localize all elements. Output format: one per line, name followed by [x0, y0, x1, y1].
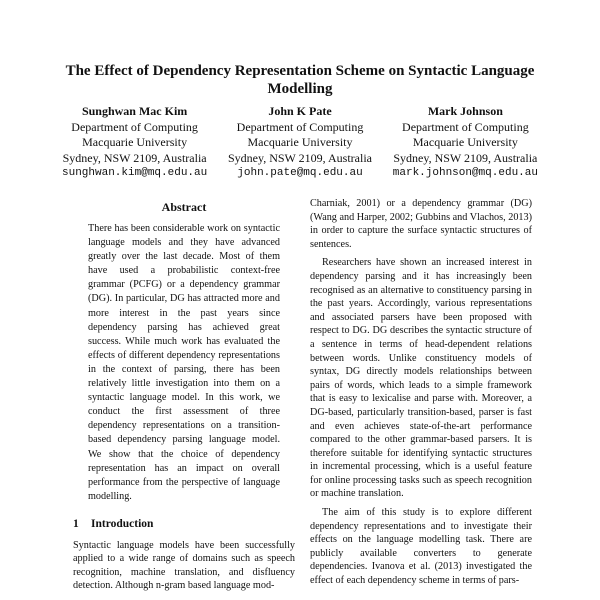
- author-address: Sydney, NSW 2109, Australia: [228, 150, 372, 165]
- author-2: [228, 104, 372, 182]
- paragraph: Researchers have shown an increased interest in dependency parsing and it has increasingly been recognised as an alternative to constituency parsing in the past years. Accordingly, various representations and associated parsers have been proposed with respect to DG. DG describes the syntactic structure of a sentence in terms of head-dependent relations between words. Unlike constituency models of syntax, DG directly models relationships between pairs of words, which leads to a simple framework that is easy to lexicalise and parse with. Moreover, a DG-based, particularly transition-based, parser is fast and even achieves state-of-the-art performance compared to the other grammar-based parsers. It is therefore suitable for identifying syntactic structures in incremental processing, which is a useful feature for online processing tasks such as speech recognition or machine translation.: [310, 257, 532, 500]
- paragraph-continued: Charniak, 2001) or a dependency grammar (DG) (Wang and Harper, 2002; Gubbins and Vlachos, 2013) in order to capture the surface syntactic structures of sentences.: [310, 198, 532, 250]
- author-3: [393, 104, 538, 182]
- section-number: 1: [73, 517, 79, 530]
- author-department: Department of Computing: [236, 119, 364, 134]
- author-name: Sunghwan Mac Kim: [81, 104, 188, 118]
- author-address: Sydney, NSW 2109, Australia: [393, 150, 538, 165]
- author-name: Mark Johnson: [427, 104, 503, 118]
- author-department: Department of Computing: [71, 119, 198, 134]
- section-heading: [73, 517, 295, 531]
- section-title: Introduction: [91, 517, 154, 530]
- author-name: John K Pate: [268, 104, 332, 118]
- abstract-text: There has been considerable work on syntactic language models and they have advanced greatly over the last decade. Most of them have used a probabilistic context-free grammar (PCFG) or a dependency grammar (DG). In particular, DG has attracted more and more interest in the past years since dependency parsing has achieved great success. While much work has evaluated the effects of different dependency representations in the context of parsing, there has been relatively little investigation into them on a syntactic language model. In this work, we conduct the first assessment of three dependency representations on a transition-based dependency parsing language model. We show that the choice of dependency representation has an impact on overall performance from the perspective of language modelling.: [88, 223, 280, 502]
- abstract-heading: Abstract: [161, 200, 207, 214]
- intro-paragraph: Syntactic language models have been successfully applied to a wide range of domains such as speech recognition, machine translation, and disfluency detection. Although n-gram based language mod-: [73, 539, 295, 592]
- author-university: Macquarie University: [412, 135, 518, 149]
- author-email: john.pate@mq.edu.au: [237, 167, 363, 179]
- author-email: sunghwan.kim@mq.edu.au: [62, 167, 208, 179]
- author-university: Macquarie University: [82, 135, 188, 149]
- paper-title: The Effect of Dependency Representation Scheme on Syntactic Language Modelling: [65, 63, 535, 97]
- author-email: mark.johnson@mq.edu.au: [392, 167, 538, 179]
- author-address: Sydney, NSW 2109, Australia: [62, 150, 207, 165]
- author-block: [62, 104, 538, 182]
- left-column: [73, 198, 295, 593]
- author-1: [62, 104, 207, 182]
- author-department: Department of Computing: [402, 119, 529, 134]
- right-column: [310, 197, 532, 593]
- paragraph: The aim of this study is to explore different dependency representations and to investigate their effects on the language modelling task. There are publicly available converters to generate dependencies. Ivanova et al. (2013) investigated the effect of each dependency scheme in terms of pars-: [310, 507, 532, 587]
- author-university: Macquarie University: [247, 135, 353, 149]
